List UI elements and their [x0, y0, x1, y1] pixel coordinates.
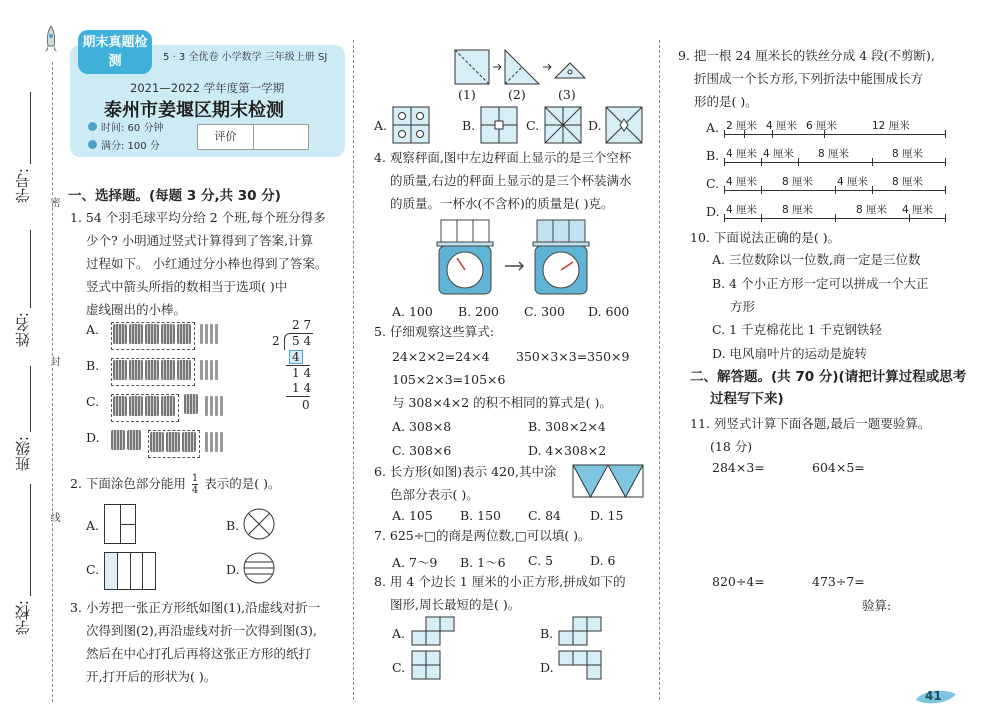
badge-text: 期末真题检测 [82, 35, 148, 69]
q1-options [86, 322, 225, 466]
clock-icon [88, 122, 97, 131]
q4-option-a[interactable]: A. 100 [392, 304, 433, 319]
division-quotient: 2 7 [292, 318, 312, 332]
q9-option-a-label: A. [706, 120, 720, 135]
division-dividend: 5 4 [292, 334, 312, 348]
page-title: 泰州市姜堰区期末检测 [104, 100, 284, 121]
q1-long-division [272, 318, 322, 414]
q8-option-d-figure[interactable] [558, 650, 604, 684]
q4-text: 4. 观察秤面,图中左边秤面上显示的是三个空杯 的质量,右边的秤面上显示的是三个杯装满水 的质量。一杯水(不含杯)的质量是( )克。 [374, 150, 632, 211]
time-limit: 时间: 60 分钟 [101, 123, 164, 134]
q9-option-c[interactable]: C. 4 厘米 8 厘米 4 厘米 8 厘米 [706, 174, 946, 194]
q2-text: 2. 下面涂色部分能用 $\frac{1}{4}$ 表示的是( )。 [70, 473, 281, 496]
q1-text: 1. 54 个羽毛球平均分给 2 个班,每个班分得多 少个? 小明通过竖式计算得到了答案,计算 过程如下。 小红通过分小棒也得到了答案。 竖式中箭头所指的数相当于选项( )中 虚线圈出的小棒。 [70, 210, 328, 317]
q6-option-a[interactable]: A. 105 [392, 508, 433, 523]
q2-option-b-label: B. [226, 518, 240, 533]
q2-option-a-figure[interactable] [104, 504, 136, 544]
binding-dashed-line [52, 62, 53, 702]
student-name-label: 姓名: [14, 312, 32, 348]
empty-cups-scale [437, 220, 493, 294]
q11-expr-2: 604×5= [812, 460, 865, 475]
section-2-title: 二、解答题。(共 70 分)(请把计算过程或思考 过程写下来) [690, 369, 967, 407]
q8-option-a-figure[interactable] [411, 616, 457, 650]
page-number-badge [914, 688, 958, 706]
q7-option-c[interactable]: C. 5 [528, 553, 554, 568]
q7-text: 7. 625÷□的商是两位数,□可以填( )。 [374, 528, 591, 543]
q1-option-b[interactable]: B. [86, 358, 225, 394]
seal-mark: 密 [48, 197, 59, 207]
division-arrow-target: 4 [289, 350, 303, 364]
q6-text: 6. 长方形(如图)表示 420,其中涂 色部分表示( )。 [374, 464, 557, 502]
q7-option-a[interactable]: A. 7～9 [392, 555, 438, 570]
column-divider-2 [659, 40, 660, 700]
division-divisor: 2 [272, 334, 280, 348]
page-number: 41 [925, 689, 942, 703]
q7-option-d[interactable]: D. 6 [590, 553, 616, 568]
q5-option-b[interactable]: B. 308×2×4 [528, 419, 606, 434]
q11-expr-3: 820÷4= [712, 574, 765, 589]
section-1-title: 一、选择题。(每题 3 分,共 30 分) [68, 188, 281, 204]
student-name-field[interactable] [30, 230, 31, 308]
q4-option-b[interactable]: B. 200 [458, 304, 499, 319]
school-label: 学校: [14, 600, 32, 636]
q5-option-a[interactable]: A. 308×8 [392, 419, 452, 434]
score-icon [88, 140, 97, 149]
q10-option-b[interactable]: B. 4 个小正方形一定可以拼成一个大正 方形 [712, 276, 929, 314]
q8-option-c-figure[interactable] [411, 650, 443, 686]
q8-option-d-label: D. [540, 660, 554, 675]
q3-option-d-figure[interactable] [605, 106, 643, 148]
q8-text: 8. 用 4 个边长 1 厘米的小正方形,拼成如下的 图形,周长最短的是( )。 [374, 574, 626, 612]
q3-option-a-label: A. [374, 118, 388, 133]
column-divider-1 [353, 40, 354, 700]
rocket-icon [45, 26, 57, 56]
q10-option-a[interactable]: A. 三位数除以一位数,商一定是三位数 [712, 252, 921, 267]
q3-option-a-figure[interactable] [392, 106, 430, 148]
q3-option-b-label: B. [462, 118, 476, 133]
q2-option-c-label: C. [86, 562, 100, 577]
q8-option-c-label: C. [392, 660, 406, 675]
division-step-1: 1 4 [292, 366, 312, 380]
q6-rectangle-figure [572, 464, 644, 502]
q9-option-c-label: C. [706, 176, 720, 191]
q2-option-d-label: D. [226, 562, 240, 577]
student-id-field[interactable] [30, 92, 31, 164]
q9-option-d[interactable]: D. 4 厘米 8 厘米 8 厘米 4 厘米 [706, 202, 946, 222]
q1-option-a[interactable]: A. [86, 322, 225, 358]
school-field[interactable] [30, 484, 31, 596]
eval-box[interactable] [197, 124, 309, 150]
q3-option-c-label: C. [526, 118, 540, 133]
division-remainder: 0 [302, 398, 310, 412]
q9-option-d-label: D. [706, 204, 720, 219]
q5-option-c[interactable]: C. 308×6 [392, 443, 452, 458]
q10-title: 10. 下面说法正确的是( )。 [690, 230, 841, 245]
q11-expr-1: 284×3= [712, 460, 765, 475]
q5-question: 与 308×4×2 的积不相同的算式是( )。 [392, 395, 612, 410]
q6-option-d[interactable]: D. 15 [590, 508, 624, 523]
q6-option-c[interactable]: C. 84 [528, 508, 561, 523]
q7-option-b[interactable]: B. 1～6 [460, 555, 506, 570]
q3-fig3-label: (3) [558, 87, 576, 102]
series-line: 5 · 3 全优卷 小学数学 三年级上册 SJ [163, 52, 328, 63]
q4-option-d[interactable]: D. 600 [588, 304, 630, 319]
q1-option-d[interactable]: D. [86, 430, 225, 466]
class-field[interactable] [30, 366, 31, 432]
q3-option-d-label: D. [588, 118, 602, 133]
q5-expr-3: 105×2×3=105×6 [392, 372, 506, 387]
division-step-2: 1 4 [292, 381, 312, 395]
q2-option-c-figure[interactable] [104, 552, 156, 590]
line-mark: 线 [48, 512, 59, 522]
q9-option-b-label: B. [706, 148, 720, 163]
q3-text: 3. 小芳把一张正方形纸如图(1),沿虚线对折一 次得到图(2),再沿虚线对折一次得到图(3), 然后在中心打孔后再将这张正方形的纸打 开,打开后的形状为( )。 [70, 600, 321, 684]
q8-option-a-label: A. [392, 626, 406, 641]
eval-label: 评价 [198, 125, 254, 149]
full-cups-scale [533, 220, 589, 294]
q3-option-c-figure[interactable] [544, 106, 582, 148]
q4-option-c[interactable]: C. 300 [524, 304, 565, 319]
q3-option-b-figure[interactable] [480, 106, 518, 148]
q2-option-d-figure[interactable] [243, 552, 275, 588]
q5-option-d[interactable]: D. 4×308×2 [528, 443, 607, 458]
q10-option-c[interactable]: C. 1 千克棉花比 1 千克钢铁轻 [712, 322, 882, 337]
q4-scales-figure [435, 216, 595, 302]
q3-fig1-label: (1) [458, 87, 476, 102]
q9-option-a[interactable]: A. 2 厘米 4 厘米 6 厘米 12 厘米 [706, 118, 946, 138]
q10-option-d[interactable]: D. 电风扇叶片的运动是旋转 [712, 346, 868, 361]
q9-text: 9. 把一根 24 厘米长的铁丝分成 4 段(不剪断), 折围成一个长方形,下列折法中能围成长方 形的是( )。 [678, 48, 935, 109]
q5-expr-1: 24×2×2=24×4 [392, 349, 490, 364]
q11-check-label: 验算: [862, 598, 892, 613]
full-score: 满分: 100 分 [101, 141, 160, 152]
q8-option-b-label: B. [540, 626, 554, 641]
division-line-2 [286, 396, 310, 397]
student-id-label: 学号: [14, 168, 32, 204]
q5-expr-2: 350×3×3=350×9 [516, 349, 630, 364]
q11-expr-4: 473÷7= [812, 574, 865, 589]
q1-option-c[interactable]: C. [86, 394, 225, 430]
badge [78, 30, 152, 74]
q8-option-b-figure[interactable] [558, 616, 604, 650]
q3-fig2-label: (2) [508, 87, 526, 102]
q5-title: 5. 仔细观察这些算式: [374, 324, 495, 339]
binding-margin [0, 0, 60, 727]
term-line: 2021—2022 学年度第一学期 [130, 81, 285, 95]
q2-option-a-label: A. [86, 518, 100, 533]
q6-option-b[interactable]: B. 150 [460, 508, 501, 523]
q9-option-b[interactable]: B. 4 厘米 4 厘米 8 厘米 8 厘米 [706, 146, 946, 166]
feng-mark: 封 [48, 356, 59, 366]
class-label: 班级: [14, 436, 32, 472]
q11-text: 11. 列竖式计算下面各题,最后一题要验算。 (18 分) [690, 416, 931, 454]
q2-option-b-figure[interactable] [243, 508, 275, 544]
